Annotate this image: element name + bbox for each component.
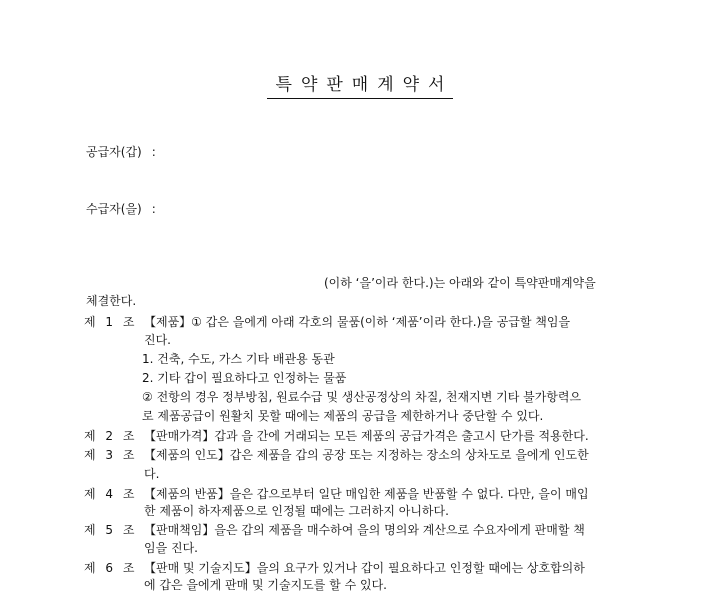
buyer-line bbox=[86, 201, 156, 217]
article-text: 에 갑은 을에게 판매 및 기술지도를 할 수 있다. bbox=[144, 578, 387, 592]
article-1-item: 2. 기타 갑이 필요하다고 인정하는 물품 bbox=[142, 371, 347, 385]
intro-line-1: (이하 ‘을’이라 한다.)는 아래와 같이 특약판매계약을 bbox=[324, 276, 596, 290]
article-1-item: 로 제품공급이 원활치 못할 때에는 제품의 공급을 제한하거나 중단할 수 있다. bbox=[142, 409, 544, 423]
article-text: 임을 진다. bbox=[144, 541, 198, 555]
article-text: 한 제품이 하자제품으로 인정될 때에는 그러하지 아니하다. bbox=[144, 504, 449, 518]
article-number: 제 6 조 bbox=[84, 561, 135, 575]
article-text: 진다. bbox=[144, 333, 171, 347]
article-1-item: ② 전항의 경우 정부방침, 원료수급 및 생산공정상의 차질, 천재지변 기타 불가항력으 bbox=[142, 390, 582, 404]
supplier-line bbox=[86, 144, 156, 160]
article-text: 【제품의 반품】을은 갑으로부터 일단 매입한 제품을 반품할 수 없다. 다만, 을이 매입 bbox=[144, 487, 589, 501]
buyer-colon: : bbox=[151, 202, 156, 216]
article-number: 제 1 조 bbox=[84, 315, 135, 329]
article-number: 제 4 조 bbox=[84, 487, 135, 501]
article-text: 다. bbox=[144, 467, 160, 481]
article-text: 【제품의 인도】갑은 제품을 갑의 공장 또는 지정하는 장소의 상차도로 을에게 인도한 bbox=[144, 448, 589, 462]
supplier-colon: : bbox=[151, 145, 156, 159]
article-number: 제 2 조 bbox=[84, 429, 135, 443]
article-1-item: 1. 건축, 수도, 가스 기타 배관용 동관 bbox=[142, 352, 335, 366]
buyer-label: 수급자(을) bbox=[86, 202, 142, 216]
article-text: 【판매책임】을은 갑의 제품을 매수하여 을의 명의와 계산으로 수요자에게 판매할 책 bbox=[144, 523, 585, 537]
article-number: 제 5 조 bbox=[84, 523, 135, 537]
article-number: 제 3 조 bbox=[84, 448, 135, 462]
intro-line-2: 체결한다. bbox=[86, 294, 137, 308]
article-text: 【판매 및 기술지도】을의 요구가 있거나 갑이 필요하다고 인정할 때에는 상호합의하 bbox=[144, 561, 585, 575]
article-text: 【제품】① 갑은 을에게 아래 각호의 물품(이하 ‘제품’이라 한다.)을 공급할 책임을 bbox=[144, 315, 571, 329]
article-text: 【판매가격】갑과 을 간에 거래되는 모든 제품의 공급가격은 출고시 단가를 적용한다. bbox=[144, 429, 589, 443]
document-title: 특약판매계약서 bbox=[0, 74, 720, 99]
supplier-label: 공급자(갑) bbox=[86, 145, 142, 159]
